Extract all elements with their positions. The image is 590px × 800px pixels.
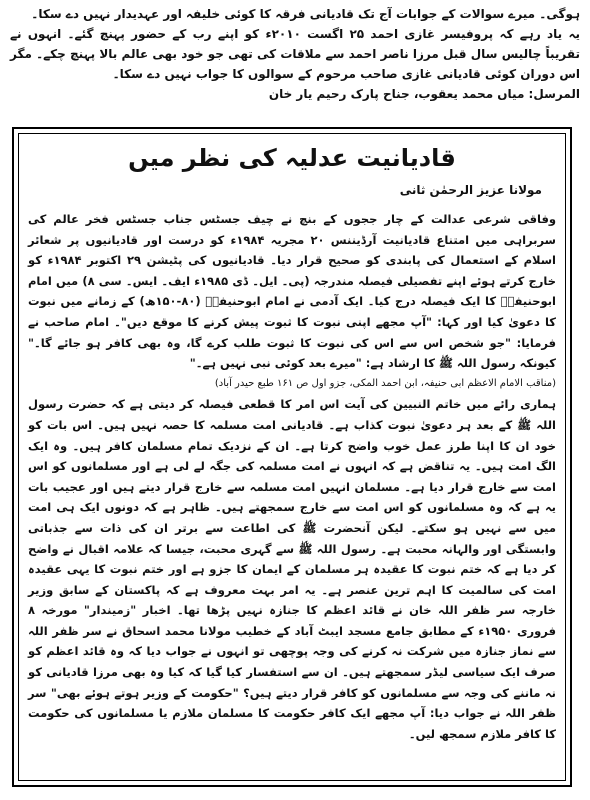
article-author: مولانا عزیز الرحمٰن ثانی	[399, 183, 542, 197]
previous-article-credit	[10, 84, 580, 104]
article-body	[28, 209, 556, 744]
article-title: قادیانیت عدلیہ کی نظر میں	[128, 144, 456, 172]
sender-credit: المرسل: میاں محمد یعقوب، جناح پارک رحیم یار خان	[268, 87, 580, 101]
article-paragraph-1: وفاقی شرعی عدالت کے چار ججوں کے بنچ نے چیف جسٹس جناب جسٹس فخر عالم کی سربراہی میں امتناع قادیانیت آرڈیننس ۲۰ مجریہ ۱۹۸۴ء کو درست اور قادیانیوں پر شعائر اسلام کے استعمال کی پابندی کو صحیح قرار دیا۔ قادیانیوں کی پٹیشن ۲۹ اکتوبر ۱۹۸۴ء کو خارج کرتے ہوئے اپنے تفصیلی فیصلہ مندرجہ (پی۔ ایل۔ ڈی ۱۹۸۵ء ایف۔ ایس۔ سی ۸) میں امام ابوحنیفہؒ کا ایک فیصلہ درج کیا۔ ایک آدمی نے امام ابوحنیفہؒ (۸۰-۱۵۰ھ) کے زمانے میں نبوت کا دعویٰ کیا اور کہا: "آپ مجھے اپنی نبوت کا ثبوت پیش کرنے کا موقع دیں"۔ امام صاحب نے فرمایا: "جو شخص اس سے اس کی نبوت کا ثبوت طلب کرے گا، وہ بھی کافر ہو جائے گا۔" کیونکہ رسول اللہ ﷺ کا ارشاد ہے: "میرے بعد کوئی نبی نہیں ہے۔"	[28, 212, 556, 371]
previous-article-tail	[10, 4, 580, 104]
citation-source: (مناقب الامام الاعظم ابی حنیفہ، ابن احمد المکی، جزو اول ص ۱۶۱ طبع حیدر آباد)	[214, 377, 556, 389]
article-frame	[12, 127, 572, 787]
article-paragraph-2: ہماری رائے میں خاتم النبیین کی آیت اس امر کا قطعی فیصلہ کر دیتی ہے کہ حضرت رسول اللہ ﷺ کے بعد ہر دعویٰ نبوت کذاب ہے۔ قادیانی امت مسلمہ کا حصہ نہیں ہیں۔ اس بات کو خود ان کا اپنا طرز عمل خوب واضح کرتا ہے۔ ان کے نزدیک تمام مسلمان کافر ہیں۔ وہ ایک الگ امت ہیں۔ یہ تناقض ہے کہ انہوں نے امت مسلمہ کی جگہ لے لی ہے اور مسلمانوں کو اس امت سے خارج قرار دیا ہے۔ مسلمان انہیں امت مسلمہ سے خارج قرار دیتے ہیں اور عجیب بات یہ ہے کہ وہ مسلمانوں کو اس امت سے خارج سمجھتے ہیں۔ ظاہر ہے کہ دونوں ایک ہی امت میں سے نہیں ہو سکتے۔ لیکن آنحضرت ﷺ کی اطاعت سے برتر ان کی ذات سے جذباتی وابستگی اور والہانہ محبت ہے۔ رسول اللہ ﷺ سے گہری محبت، جیسا کہ علامہ اقبال نے واضح کر دیا ہے کہ ختم نبوت کا عقیدہ ہر مسلمان کے ایمان کا جزو ہے اور ختم نبوت کا یہی عقیدہ امت کی سالمیت کا اہم ترین عنصر ہے۔ یہ امر بہت معروف ہے کہ پاکستان کے سابق وزیر خارجہ سر ظفر اللہ خان نے قائد اعظم کا جنازہ نہیں پڑھا تھا۔ اخبار "زمیندار" مورخہ ۸ فروری ۱۹۵۰ء کے مطابق جامع مسجد ایبٹ آباد کے خطیب مولانا محمد اسحاق نے سر ظفر اللہ سے نماز جنازہ میں شرکت نہ کرنے کی وجہ پوچھی تو انہوں نے جواب دیا کہ وہ قائد اعظم کو صرف ایک سیاسی لیڈر سمجھتے ہیں۔ ان سے استفسار کیا گیا کہ کیا وہ بھی مرزا قادیانی کو نہ ماننے کی وجہ سے مسلمانوں کو کافر قرار دیتے ہیں؟ "حکومت کے وزیر ہوتے ہوئے بھی" سر ظفر اللہ نے جواب دیا: آپ مجھے ایک کافر حکومت کا مسلمان ملازم یا مسلمانوں کی حکومت کا کافر ملازم سمجھ لیں۔	[28, 397, 556, 741]
previous-article-note: یہ یاد رہے کہ پروفیسر غازی احمد ۲۵ اگست ۲۰۱۰ء کو اپنے رب کے حضور پہنچ گئے۔ انہوں نے تقریباً چالیس سال قبل مرزا ناصر احمد سے ملاقات کی تھی جو خود بھی عالم بالا پہنچ چکے۔ مگر اس دوران کوئی قادیانی غازی صاحب مرحوم کے سوالوں کا جواب نہیں دے سکا۔	[10, 27, 580, 81]
previous-article-closing-line: ہوگی۔ میرے سوالات کے جوابات آج تک قادیانی فرقہ کا کوئی خلیفہ اور عہدیدار نہیں دے سکا۔	[31, 7, 580, 21]
